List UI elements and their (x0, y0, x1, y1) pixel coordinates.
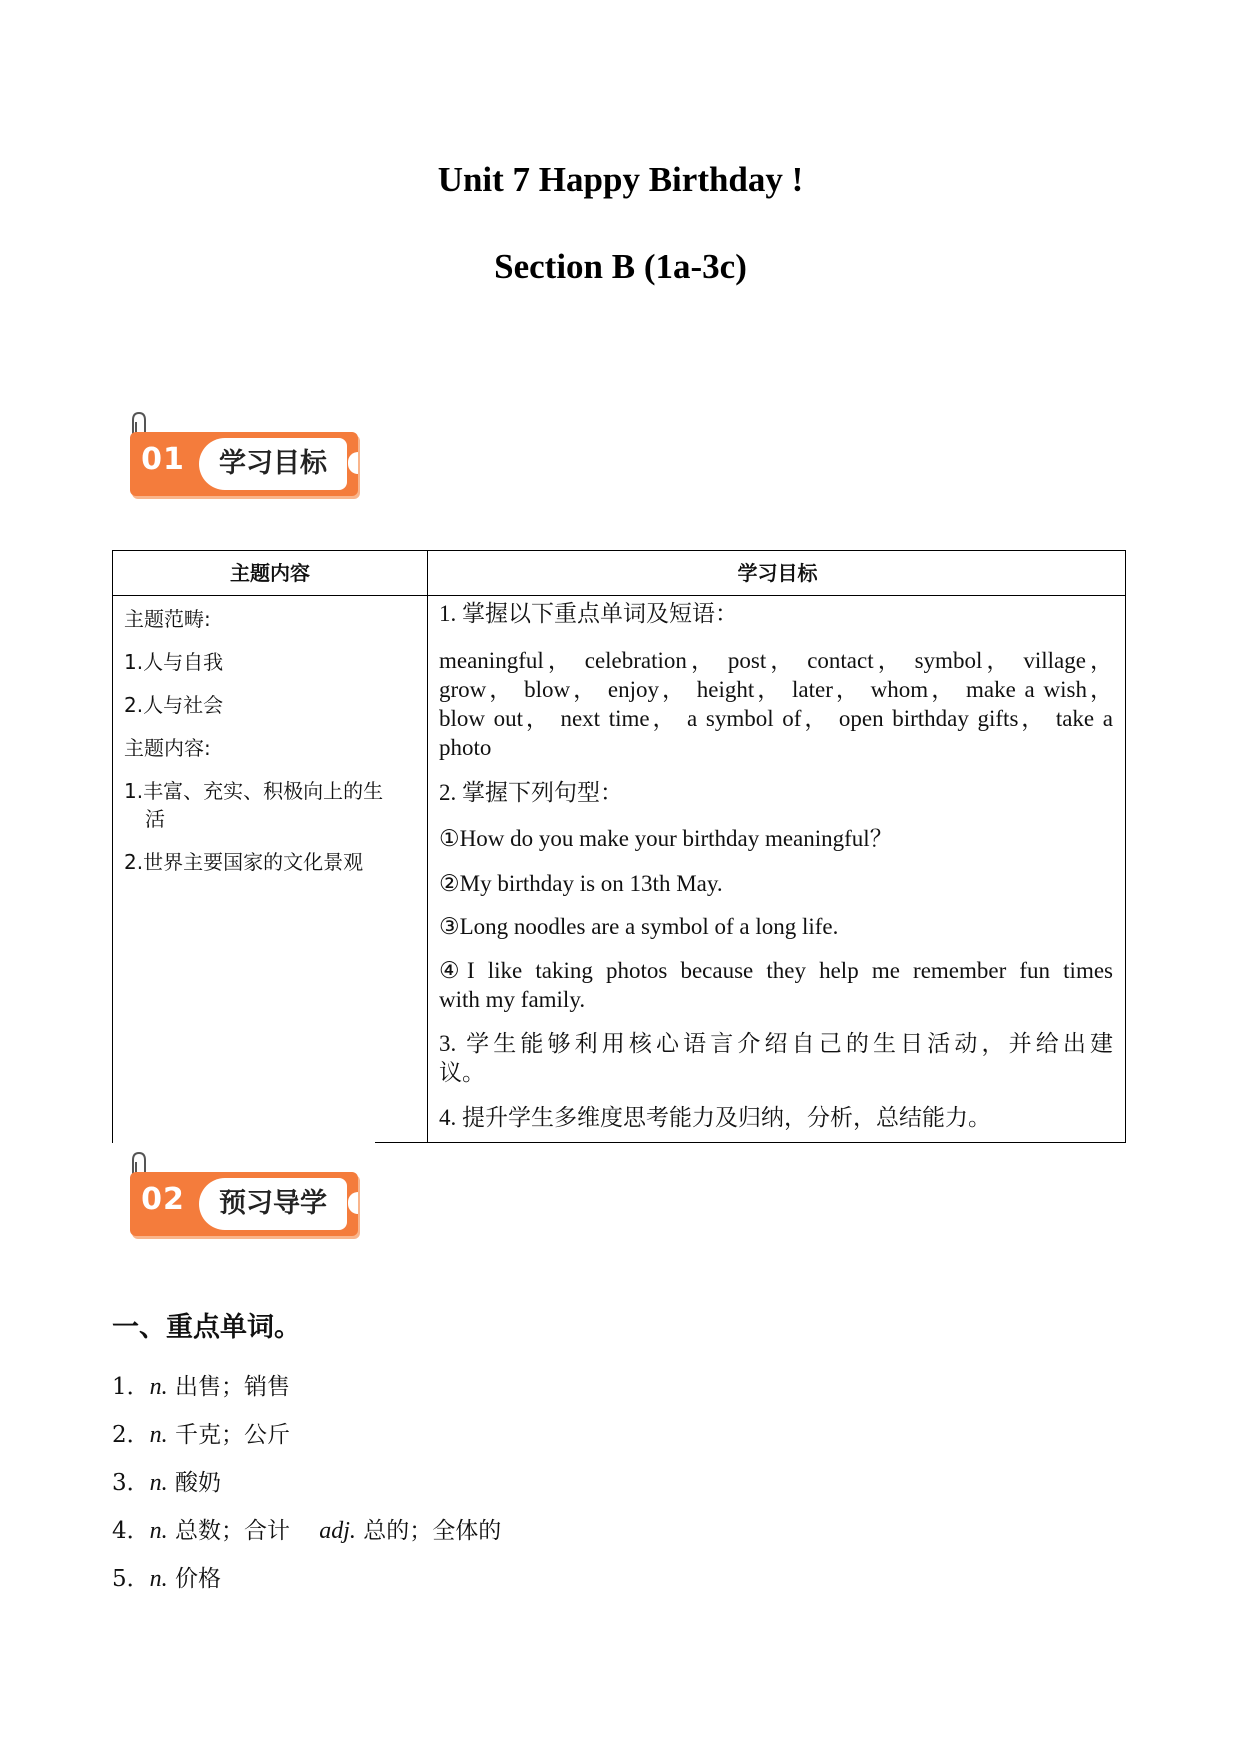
badge-label: 预习导学 (199, 1178, 347, 1230)
vocab-heading: 一、重点单词。 (112, 1312, 301, 1343)
vocab-item: 5．n. 价格 (112, 1566, 221, 1592)
sentence-1: ①How do you make your birthday meaningful？ (439, 826, 893, 851)
goal-2: 2. 掌握下列句型： (439, 780, 623, 805)
badge-label: 学习目标 (199, 438, 347, 490)
words-line: blow out， next time， a symbol of， open birthday gifts， take a (439, 706, 1113, 731)
content-item-continued: 活 (145, 807, 165, 831)
vocab-item: 2．n. 千克；公斤 (112, 1422, 290, 1448)
section-subtitle: Section B (1a-3c) (494, 247, 747, 286)
words-line: photo (439, 735, 492, 760)
badge-number: 01 (141, 442, 185, 477)
vocab-item: 1．n. 出售；销售 (112, 1374, 290, 1400)
words-line: meaningful， celebration， post， contact， symbol， village， (439, 648, 1113, 673)
badge-number: 02 (141, 1182, 185, 1217)
goal-1: 1. 掌握以下重点单词及短语： (439, 601, 738, 626)
scope-item: 2.人与社会 (124, 693, 224, 717)
table-header-goals: 学习目标 (737, 561, 818, 585)
document-title: Unit 7 Happy Birthday ! (437, 160, 804, 199)
content-label: 主题内容: (124, 736, 211, 760)
content-item: 1.丰富、充实、积极向上的生 (124, 779, 384, 803)
section-badge-learning-goals (125, 410, 360, 500)
sentence-3: ③Long noodles are a symbol of a long life. (439, 914, 839, 939)
goal-3: 3. 学生能够利用核心语言介绍自己的生日活动，并给出建 (439, 1031, 1113, 1056)
goals-table (112, 550, 1126, 1143)
goal-4: 4. 提升学生多维度思考能力及归纳，分析，总结能力。 (439, 1105, 991, 1130)
sentence-2: ②My birthday is on 13th May. (439, 871, 723, 896)
sentence-4: ④I like taking photos because they help me remember fun times (439, 958, 1113, 983)
words-line: grow， blow， enjoy， height， later， whom， make a wish， (439, 677, 1113, 702)
table-header-topic: 主题内容 (230, 561, 310, 585)
scope-label: 主题范畴: (124, 607, 211, 631)
vocab-item: 4．n. 总数；合计 adj. 总的；全体的 (112, 1518, 502, 1544)
sentence-4-continued: with my family. (439, 987, 586, 1012)
vocab-item: 3．n. 酸奶 (112, 1470, 221, 1496)
goal-3-continued: 议。 (439, 1060, 485, 1085)
content-item: 2.世界主要国家的文化景观 (124, 850, 364, 874)
section-badge-preview (125, 1150, 360, 1240)
scope-item: 1.人与自我 (124, 650, 224, 674)
